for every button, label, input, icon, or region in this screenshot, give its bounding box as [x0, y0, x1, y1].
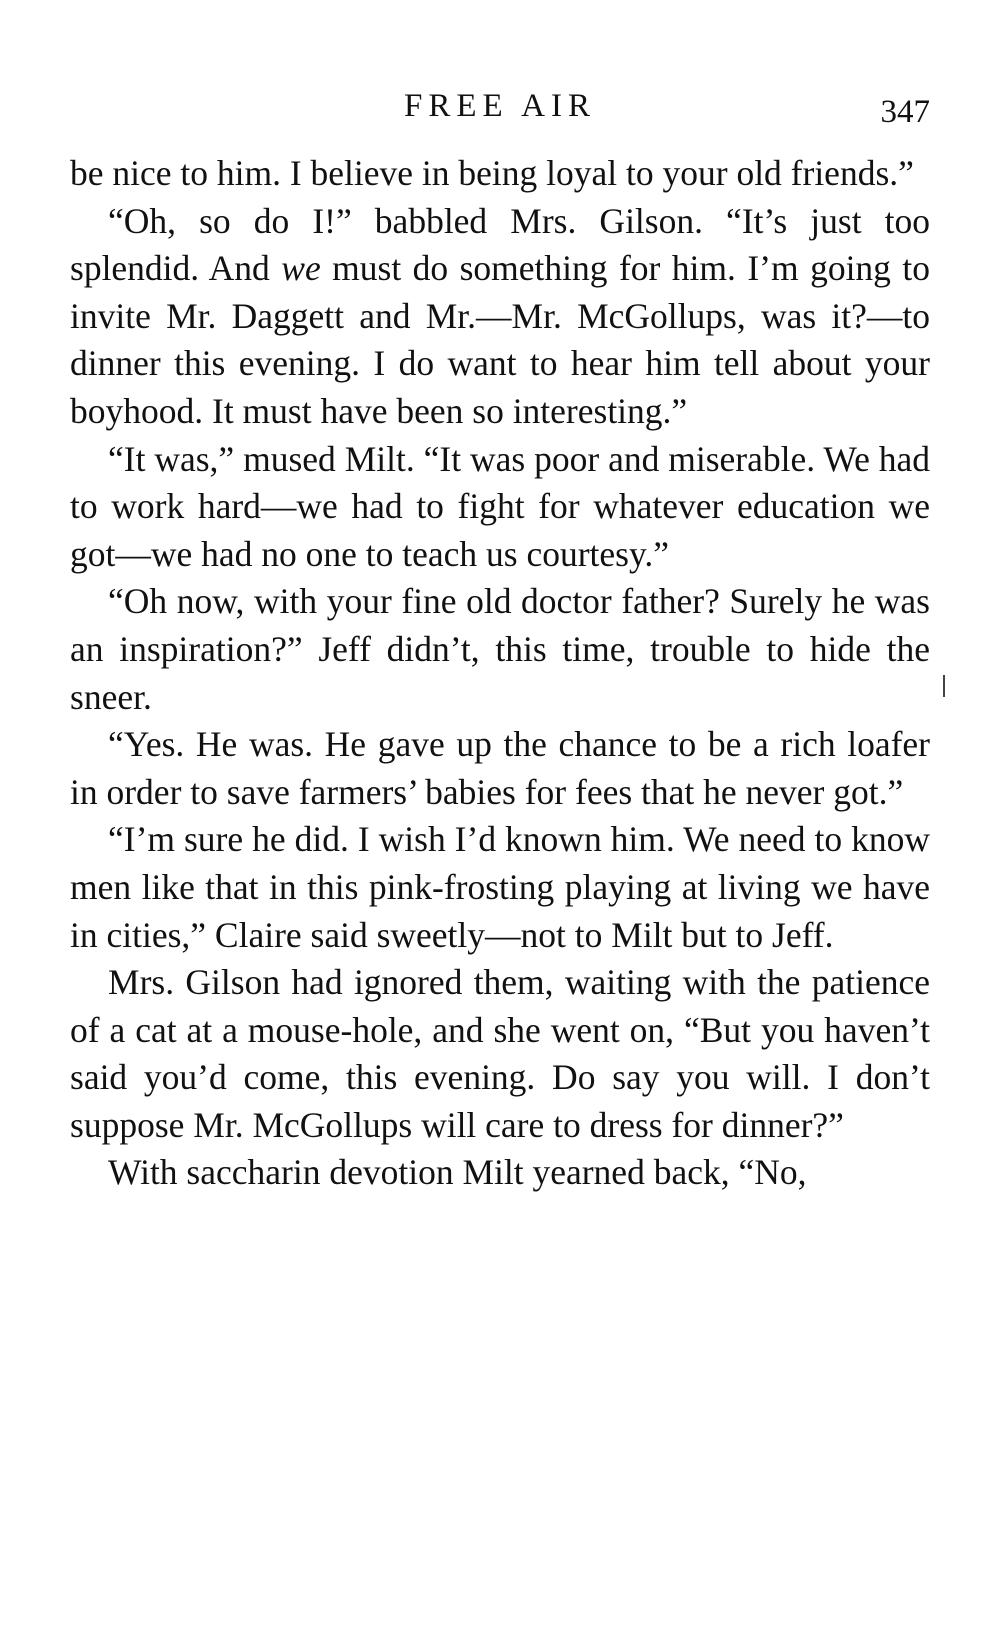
- paragraph-8-text: With saccharin devotion Milt yearned back, “No,: [108, 1152, 807, 1193]
- paragraph-4-text: “Oh now, with your fine old doctor father? Surely he was an inspiration?” Jeff didn’t, this time, trouble to hide the sneer.: [70, 581, 930, 717]
- paragraph-2-text-a: “Oh, so do I!” babbled Mrs. Gilson. “It’s just too splendid. And: [70, 200, 930, 289]
- paragraph-3-text: “It was,” mused Milt. “It was poor and miserable. We had to work hard—we had to fight for whatever education we got—we had no one to teach us courtesy.”: [70, 438, 930, 574]
- paragraph-2-emphasis: we: [281, 248, 321, 289]
- paragraph-5-text: “Yes. He was. He gave up the chance to be a rich loafer in order to save farmers’ babies for fees that he never got.”: [70, 724, 930, 812]
- body-text: [70, 150, 930, 1197]
- paragraph-6: [70, 816, 930, 959]
- page-number: 347: [880, 94, 930, 130]
- paragraph-8: [70, 1149, 930, 1197]
- running-head: [70, 88, 930, 128]
- paragraph-7: [70, 959, 930, 1149]
- paragraph-2-text-b: must do something for him. I’m going to invite Mr. Daggett and Mr.—Mr. McGollups, was it?—to dinner this evening. I do want to hear him tell about your boyhood. It must have been so interesting.”: [70, 248, 930, 431]
- margin-mark: [943, 675, 945, 697]
- paragraph-7-text: Mrs. Gilson had ignored them, waiting with the patience of a cat at a mouse-hole, and she went on, “But you haven’t said you’d come, this evening. Do say you will. I don’t suppose Mr. McGollups will care to dress for dinner?”: [70, 962, 930, 1145]
- paragraph-2: [70, 198, 930, 436]
- running-title: FREE AIR: [404, 88, 596, 124]
- paragraph-4: [70, 578, 930, 721]
- paragraph-1-text: be nice to him. I believe in being loyal to your old friends.”: [70, 153, 914, 193]
- paragraph-5: [70, 721, 930, 816]
- paragraph-3: [70, 436, 930, 579]
- paragraph-6-text: “I’m sure he did. I wish I’d known him. We need to know men like that in this pink-frosting playing at living we have in cities,” Claire said sweetly—not to Milt but to Jeff.: [70, 819, 930, 955]
- paragraph-1: [70, 150, 930, 198]
